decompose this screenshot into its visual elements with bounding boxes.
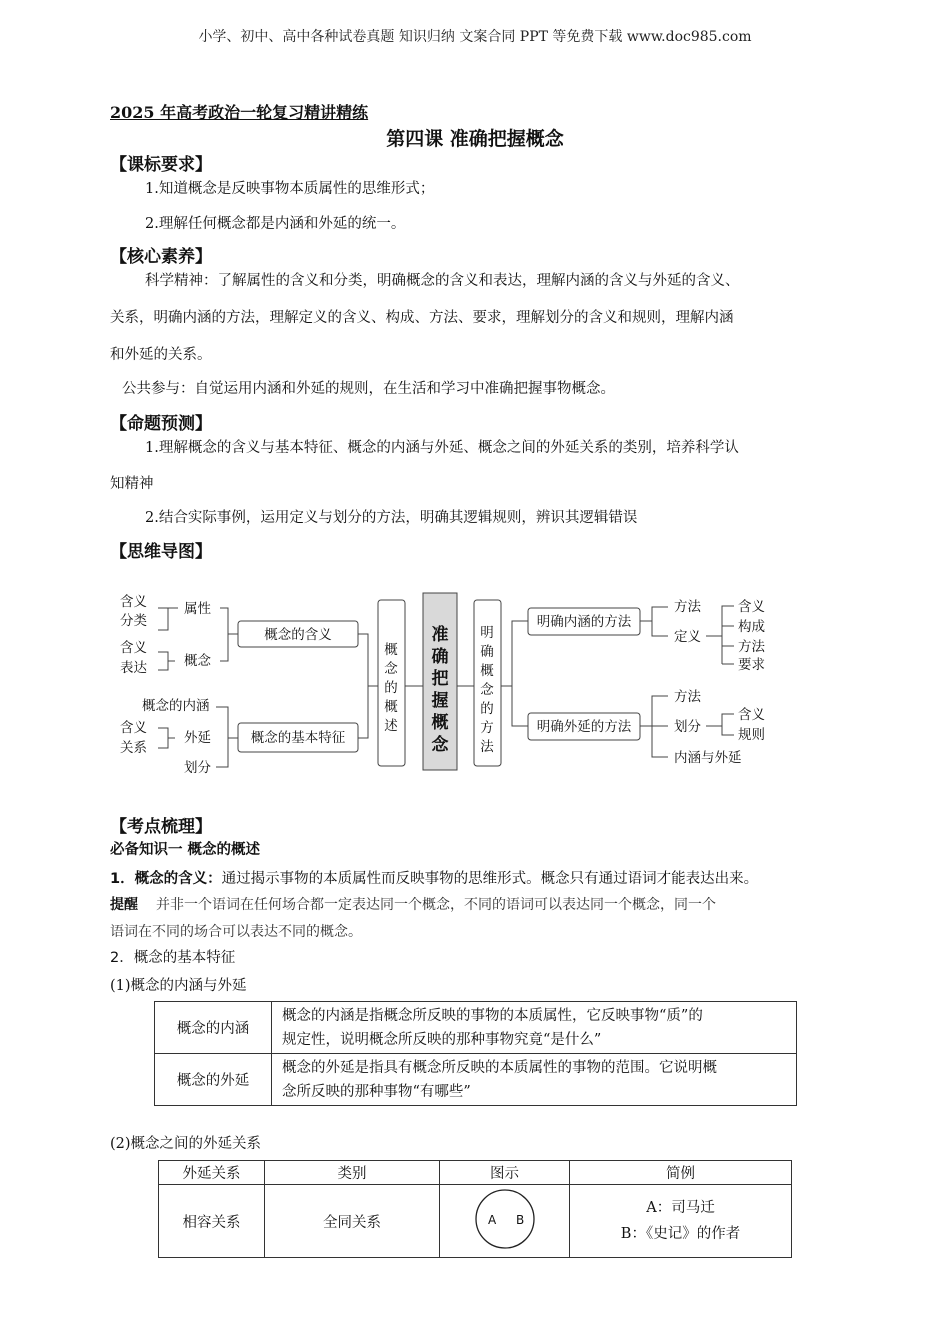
mm-r-hanyi2: 含义 xyxy=(738,707,765,723)
mm-ov-0: 概 xyxy=(384,642,398,658)
mm-r-yaoqiu: 要求 xyxy=(738,657,765,673)
mm-m-6: 法 xyxy=(480,739,494,755)
core-line-4: 公共参与：自觉运用内涵和外延的规则，在生活和学习中准确把握事物概念。 xyxy=(122,381,615,397)
identity-relation-diagram xyxy=(470,1186,540,1252)
sub-title-2: (2)概念之间的外延关系 xyxy=(110,1136,262,1152)
desc-line: 概念的内涵是指概念所反映的事物的本质属性，它反映事物“质”的 xyxy=(282,1007,703,1024)
mm-ov-2: 的 xyxy=(384,680,398,696)
mm-l-shuxing: 属性 xyxy=(184,601,211,617)
mm-c-0: 准 xyxy=(431,625,449,645)
feature-title: 2．概念的基本特征 xyxy=(110,950,236,966)
mm-r-guize: 规则 xyxy=(738,727,765,743)
mind-map xyxy=(0,580,950,780)
mm-l-biao: 表达 xyxy=(120,660,147,676)
table-row xyxy=(159,1185,792,1258)
header-category: 类别 xyxy=(265,1161,440,1185)
mm-r-nhwy: 内涵与外延 xyxy=(674,750,742,766)
definition-label: 1．概念的含义： xyxy=(110,871,222,887)
tip-label: 提醒 xyxy=(110,897,138,913)
section-mindmap: 【思维导图】 xyxy=(110,542,212,562)
page-header: 小学、初中、高中各种试卷真题 知识归纳 文案合同 PPT 等免费下载 www.doc985.com xyxy=(198,29,752,45)
desc-line: 念所反映的那种事物“有哪些” xyxy=(282,1083,471,1100)
core-line-3: 和外延的关系。 xyxy=(110,347,212,363)
diagram-b: B xyxy=(515,1213,524,1227)
definition-line xyxy=(110,867,758,888)
category-cell: 全同关系 xyxy=(265,1185,440,1258)
mm-l-han3: 含义 xyxy=(120,720,147,736)
mm-l-neihan: 概念的内涵 xyxy=(142,698,210,714)
requirement-2: 2.理解任何概念都是内涵和外延的统一。 xyxy=(145,216,406,232)
mm-box-intension: 明确内涵的方法 xyxy=(536,614,632,630)
requirement-1: 1.知道概念是反映事物本质属性的思维形式； xyxy=(145,181,435,197)
term-cell: 概念的内涵 xyxy=(155,1002,272,1054)
tip-line-1 xyxy=(110,894,716,914)
header-relation: 外延关系 xyxy=(159,1161,265,1185)
table-header-row xyxy=(159,1161,792,1185)
mm-ov-3: 概 xyxy=(384,699,398,715)
term-cell: 概念的外延 xyxy=(155,1054,272,1106)
desc-cell xyxy=(272,1054,797,1106)
mm-l-waiyan: 外延 xyxy=(184,730,211,746)
table-row xyxy=(155,1054,797,1106)
mm-r-goucheng: 构成 xyxy=(738,619,765,635)
mm-c-4: 概 xyxy=(431,713,449,733)
relation-table xyxy=(158,1160,792,1258)
desc-line: 概念的外延是指具有概念所反映的本质属性的事物的范围。它说明概 xyxy=(282,1059,717,1076)
mm-c-2: 把 xyxy=(431,669,449,689)
mm-m-1: 确 xyxy=(480,644,494,660)
mm-ov-1: 念 xyxy=(384,661,398,677)
sub-title-1: (1)概念的内涵与外延 xyxy=(110,978,247,994)
mm-m-3: 念 xyxy=(480,682,494,698)
mm-box-meaning: 概念的含义 xyxy=(264,627,332,643)
mm-r-dingyi: 定义 xyxy=(674,629,701,645)
mm-r-fangfa2: 方法 xyxy=(738,639,765,655)
section-forecast: 【命题预测】 xyxy=(110,414,212,434)
section-core: 【核心素养】 xyxy=(110,247,212,267)
mm-r-fangfa1: 方法 xyxy=(674,599,701,615)
desc-line: 规定性，说明概念所反映的那种事物究竟“是什么” xyxy=(282,1031,602,1048)
relation-cell: 相容关系 xyxy=(159,1185,265,1258)
example-line: A：司马迁 xyxy=(646,1200,715,1216)
mm-c-1: 确 xyxy=(431,647,449,667)
example-line: B：《史记》的作者 xyxy=(620,1226,741,1242)
mm-r-huafen: 划分 xyxy=(674,719,701,735)
diagram-cell xyxy=(440,1185,570,1258)
table-row xyxy=(155,1002,797,1054)
mm-c-5: 念 xyxy=(431,735,449,755)
mm-l-fen: 分类 xyxy=(120,613,147,629)
mm-m-0: 明 xyxy=(480,625,494,641)
mm-r-fangfa3: 方法 xyxy=(674,689,701,705)
lesson-title: 第四课 准确把握概念 xyxy=(386,128,564,150)
forecast-line-3: 2.结合实际事例，运用定义与划分的方法，明确其逻辑规则，辨识其逻辑错误 xyxy=(145,510,638,526)
core-line-2: 关系，明确内涵的方法，理解定义的含义、构成、方法、要求，理解划分的含义和规则，理解内涵 xyxy=(110,310,734,326)
forecast-line-1: 1.理解概念的含义与基本特征、概念的内涵与外延、概念之间的外延关系的类别，培养科学认 xyxy=(145,440,739,456)
mm-ov-4: 述 xyxy=(384,718,398,734)
mm-m-2: 概 xyxy=(480,663,494,679)
section-requirements: 【课标要求】 xyxy=(110,155,212,175)
intension-extension-table xyxy=(154,1001,797,1106)
mm-box-extension: 明确外延的方法 xyxy=(536,719,632,735)
tip-text-1: 并非一个语词在任何场合都一定表达同一个概念，不同的语词可以表达同一个概念，同一个 xyxy=(156,897,716,913)
header-diagram: 图示 xyxy=(440,1161,570,1185)
document-title: 2025 年高考政治一轮复习精讲精练 xyxy=(110,103,369,122)
mm-l-huafen: 划分 xyxy=(184,760,211,776)
mm-l-han2: 含义 xyxy=(120,640,147,656)
header-example: 简例 xyxy=(570,1161,792,1185)
mm-box-features: 概念的基本特征 xyxy=(250,730,346,746)
mm-r-hanyi1: 含义 xyxy=(738,599,765,615)
section-review: 【考点梳理】 xyxy=(110,817,212,837)
desc-cell xyxy=(272,1002,797,1054)
example-cell xyxy=(570,1185,792,1258)
knowledge-title: 必备知识一 概念的概述 xyxy=(110,842,261,858)
diagram-a: A xyxy=(487,1213,496,1227)
mm-m-4: 的 xyxy=(480,701,494,717)
mm-m-5: 方 xyxy=(480,720,494,736)
tip-line-2: 语词在不同的场合可以表达不同的概念。 xyxy=(110,924,362,940)
core-line-1: 科学精神：了解属性的含义和分类，明确概念的含义和表达，理解内涵的含义与外延的含义、 xyxy=(145,273,740,289)
definition-text: 通过揭示事物的本质属性而反映事物的思维形式。概念只有通过语词才能表达出来。 xyxy=(221,871,759,887)
mm-c-3: 握 xyxy=(431,691,449,711)
forecast-line-2: 知精神 xyxy=(110,476,154,492)
mm-l-han1: 含义 xyxy=(120,594,147,610)
mm-l-gainian: 概念 xyxy=(184,653,211,669)
mm-l-guanxi: 关系 xyxy=(120,740,147,756)
